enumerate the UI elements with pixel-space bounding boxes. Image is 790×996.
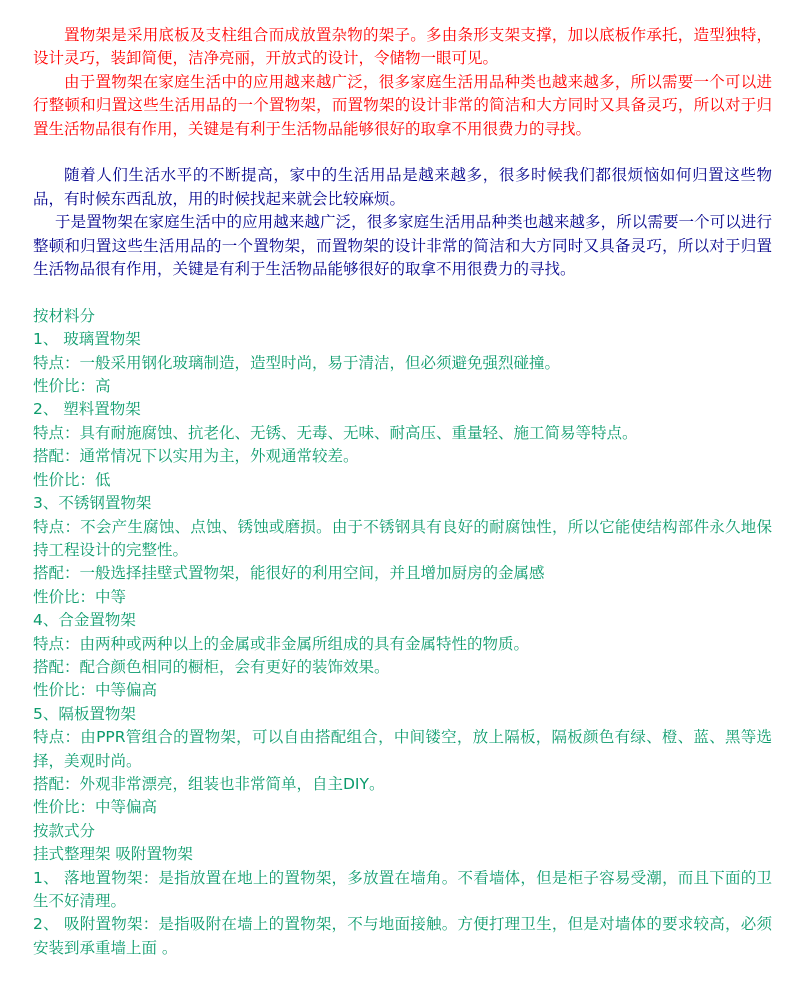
intro-red-paragraph-1: 置物架是采用底板及支柱组合而成放置杂物的架子。多由条形支架支撑，加以底板作承托，造型独特，设计灵巧，装卸简便，洁净亮丽，开放式的设计，令储物一眼可见。 [33,26,772,68]
intro-red-paragraph-2: 由于置物架在家庭生活中的应用越来越广泛，很多家庭生活用品种类也越来越多，所以需要一个可以进行整顿和归置这些生活用品的一个置物架，而置物架的设计非常的简洁和大方同时又具备灵巧，所以对于归置生活物品很有作用，关键是有利于生活物品能够很好的取拿不用很费力的寻找。 [33,72,772,138]
partition-shelf-value: 性价比：中等偏高 [33,798,158,817]
alloy-shelf-title: 4、合金置物架 [33,611,136,630]
paragraph-gap [33,141,772,164]
glass-shelf-value: 性价比：高 [33,377,111,396]
steel-shelf-feature: 特点：不会产生腐蚀、点蚀、锈蚀或磨损。由于不锈钢具有良好的耐腐蚀性，所以它能使结构部件永久地保持工程设计的完整性。 [33,517,772,559]
intro-blue-paragraph-1: 随着人们生活水平的不断提高，家中的生活用品是越来越多，很多时候我们都很烦恼如何归置这些物品，有时候东西乱放，用的时候找起来就会比较麻烦。 [33,166,772,208]
partition-shelf-match: 搭配：外观非常漂亮，组装也非常简单，自主DIY。 [33,774,385,793]
suction-shelf-description: 2、 吸附置物架：是指吸附在墙上的置物架，不与地面接触。方便打理卫生，但是对墙体的要求较高，必须安装到承重墙上面 。 [33,915,772,957]
plastic-shelf-value: 性价比：低 [33,470,111,489]
alloy-shelf-feature: 特点：由两种或两种以上的金属或非金属所组成的具有金属特性的物质。 [33,634,530,653]
alloy-shelf-value: 性价比：中等偏高 [33,681,158,700]
style-subheading: 挂式整理架 吸附置物架 [33,845,193,864]
intro-blue-paragraph-2: 于是置物架在家庭生活中的应用越来越广泛，很多家庭生活用品种类也越来越多，所以需要一个可以进行整顿和归置这些生活用品的一个置物架，而置物架的设计非常的简洁和大方同时又具备灵巧，所以对于归置生活物品很有作用，关键是有利于生活物品能够很好的取拿不用很费力的寻找。 [33,213,772,279]
steel-shelf-value: 性价比：中等 [33,587,127,606]
section-heading-style: 按款式分 [33,821,96,840]
by-material-section [33,305,772,820]
plastic-shelf-title: 2、 塑料置物架 [33,400,141,419]
partition-shelf-title: 5、隔板置物架 [33,704,136,723]
glass-shelf-feature: 特点：一般采用钢化玻璃制造，造型时尚，易于清洁，但必须避免强烈碰撞。 [33,353,561,372]
glass-shelf-title: 1、 玻璃置物架 [33,330,141,349]
steel-shelf-title: 3、不锈钢置物架 [33,494,152,513]
paragraph-gap [33,281,772,304]
section-heading-material: 按材料分 [33,306,96,325]
steel-shelf-match: 搭配：一般选择挂壁式置物架，能很好的利用空间，并且增加厨房的金属感 [33,564,545,583]
partition-shelf-feature: 特点：由PPR管组合的置物架，可以自由搭配组合，中间镂空，放上隔板，隔板颜色有绿、橙、蓝、黑等选择，美观时尚。 [33,728,772,770]
plastic-shelf-feature: 特点：具有耐施腐蚀、抗老化、无锈、无毒、无味、耐高压、重量轻、施工简易等特点。 [33,423,638,442]
plastic-shelf-match: 搭配：通常情况下以实用为主，外观通常较差。 [33,447,359,466]
floor-shelf-description: 1、 落地置物架：是指放置在地上的置物架，多放置在墙角。不看墙体，但是柜子容易受潮，而且下面的卫生不好清理。 [33,868,772,910]
by-style-section [33,820,772,960]
alloy-shelf-match: 搭配：配合颜色相同的橱柜，会有更好的装饰效果。 [33,657,390,676]
